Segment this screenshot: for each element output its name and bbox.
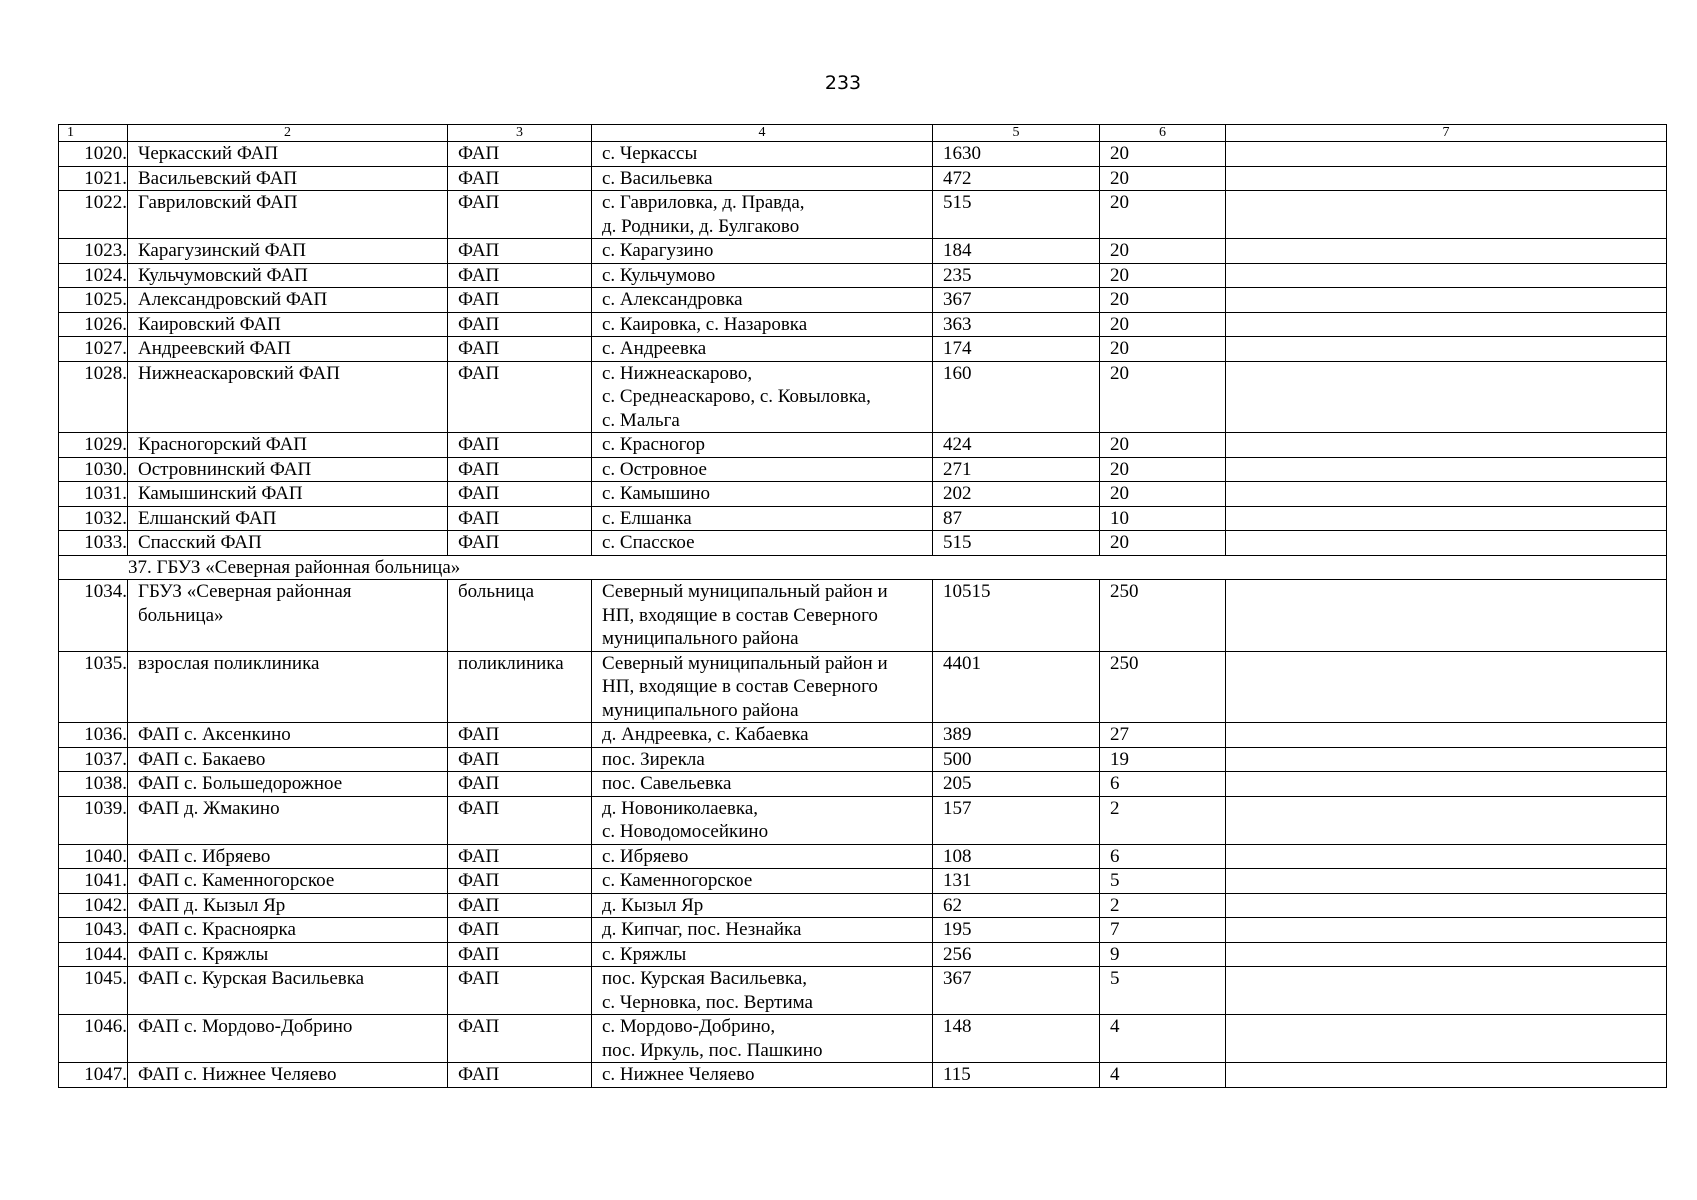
table-row <box>59 312 1667 337</box>
cell-type: ФАП <box>448 869 592 894</box>
cell-note <box>1226 844 1667 869</box>
cell-value: 20 <box>1100 263 1226 288</box>
table-row <box>59 869 1667 894</box>
cell-population: 500 <box>933 747 1100 772</box>
cell-value: 4 <box>1100 1015 1226 1063</box>
table-row <box>59 288 1667 313</box>
cell-note <box>1226 337 1667 362</box>
table-row <box>59 580 1667 652</box>
cell-name: Васильевский ФАП <box>128 166 448 191</box>
cell-number: 1028. <box>59 361 128 433</box>
cell-number: 1043. <box>59 918 128 943</box>
cell-value: 20 <box>1100 312 1226 337</box>
table-row <box>59 1063 1667 1088</box>
table-row <box>59 918 1667 943</box>
table-row <box>59 531 1667 556</box>
cell-service-area: с. Черкассы <box>592 142 933 167</box>
cell-number: 1036. <box>59 723 128 748</box>
cell-service-area: с. Александровка <box>592 288 933 313</box>
cell-type: ФАП <box>448 288 592 313</box>
cell-type: ФАП <box>448 772 592 797</box>
cell-service-area: д. Кызыл Яр <box>592 893 933 918</box>
cell-name: ФАП с. Большедорожное <box>128 772 448 797</box>
section-title: 37. ГБУЗ «Северная районная больница» <box>59 555 1667 580</box>
cell-service-area: с. Андреевка <box>592 337 933 362</box>
cell-population: 472 <box>933 166 1100 191</box>
cell-type: ФАП <box>448 482 592 507</box>
page-number: 233 <box>824 72 862 94</box>
cell-note <box>1226 312 1667 337</box>
cell-service-area: Северный муниципальный район и НП, входящие в состав Северного муниципального района <box>592 651 933 723</box>
cell-number: 1045. <box>59 967 128 1015</box>
column-header: 7 <box>1226 125 1667 142</box>
cell-value: 27 <box>1100 723 1226 748</box>
cell-service-area: с. Каировка, с. Назаровка <box>592 312 933 337</box>
cell-number: 1032. <box>59 506 128 531</box>
cell-service-area: с. Каменногорское <box>592 869 933 894</box>
cell-population: 202 <box>933 482 1100 507</box>
cell-name: ФАП с. Ибряево <box>128 844 448 869</box>
cell-value: 20 <box>1100 337 1226 362</box>
column-header: 1 <box>59 125 128 142</box>
cell-type: ФАП <box>448 263 592 288</box>
table-row <box>59 844 1667 869</box>
cell-population: 424 <box>933 433 1100 458</box>
cell-service-area: д. Кипчаг, пос. Незнайка <box>592 918 933 943</box>
cell-population: 148 <box>933 1015 1100 1063</box>
cell-name: ФАП с. Мордово-Добрино <box>128 1015 448 1063</box>
cell-type: ФАП <box>448 1015 592 1063</box>
cell-note <box>1226 361 1667 433</box>
table-row <box>59 433 1667 458</box>
cell-number: 1020. <box>59 142 128 167</box>
cell-population: 271 <box>933 457 1100 482</box>
cell-value: 20 <box>1100 191 1226 239</box>
cell-population: 235 <box>933 263 1100 288</box>
cell-population: 62 <box>933 893 1100 918</box>
cell-number: 1022. <box>59 191 128 239</box>
table-row <box>59 191 1667 239</box>
cell-number: 1039. <box>59 796 128 844</box>
cell-type: ФАП <box>448 918 592 943</box>
column-header: 6 <box>1100 125 1226 142</box>
cell-note <box>1226 482 1667 507</box>
table-row <box>59 1015 1667 1063</box>
cell-service-area: д. Новониколаевка, с. Новодомосейкино <box>592 796 933 844</box>
cell-note <box>1226 967 1667 1015</box>
cell-service-area: пос. Зирекла <box>592 747 933 772</box>
cell-population: 160 <box>933 361 1100 433</box>
cell-type: ФАП <box>448 191 592 239</box>
cell-number: 1035. <box>59 651 128 723</box>
cell-number: 1025. <box>59 288 128 313</box>
cell-note <box>1226 580 1667 652</box>
cell-number: 1030. <box>59 457 128 482</box>
cell-population: 108 <box>933 844 1100 869</box>
cell-value: 20 <box>1100 142 1226 167</box>
table-row <box>59 166 1667 191</box>
table-row <box>59 796 1667 844</box>
cell-type: ФАП <box>448 723 592 748</box>
cell-note <box>1226 239 1667 264</box>
facilities-table <box>58 124 1667 1088</box>
cell-name: ФАП с. Красноярка <box>128 918 448 943</box>
cell-population: 115 <box>933 1063 1100 1088</box>
cell-name: Елшанский ФАП <box>128 506 448 531</box>
table-row <box>59 239 1667 264</box>
cell-note <box>1226 531 1667 556</box>
cell-population: 205 <box>933 772 1100 797</box>
cell-type: ФАП <box>448 531 592 556</box>
cell-name: Спасский ФАП <box>128 531 448 556</box>
cell-note <box>1226 506 1667 531</box>
cell-number: 1044. <box>59 942 128 967</box>
cell-type: ФАП <box>448 337 592 362</box>
cell-service-area: с. Спасское <box>592 531 933 556</box>
cell-value: 20 <box>1100 288 1226 313</box>
cell-name: ФАП с. Нижнее Челяево <box>128 1063 448 1088</box>
column-header: 5 <box>933 125 1100 142</box>
cell-value: 9 <box>1100 942 1226 967</box>
cell-number: 1041. <box>59 869 128 894</box>
cell-name: Кульчумовский ФАП <box>128 263 448 288</box>
cell-name: Черкасский ФАП <box>128 142 448 167</box>
cell-population: 367 <box>933 967 1100 1015</box>
cell-name: ГБУЗ «Северная районная больница» <box>128 580 448 652</box>
cell-number: 1033. <box>59 531 128 556</box>
cell-name: ФАП с. Аксенкино <box>128 723 448 748</box>
cell-service-area: с. Камышино <box>592 482 933 507</box>
cell-number: 1024. <box>59 263 128 288</box>
cell-type: ФАП <box>448 893 592 918</box>
cell-value: 20 <box>1100 166 1226 191</box>
cell-type: ФАП <box>448 433 592 458</box>
cell-service-area: с. Васильевка <box>592 166 933 191</box>
table-row <box>59 747 1667 772</box>
table-row <box>59 263 1667 288</box>
cell-name: ФАП с. Курская Васильевка <box>128 967 448 1015</box>
cell-number: 1031. <box>59 482 128 507</box>
cell-population: 256 <box>933 942 1100 967</box>
cell-note <box>1226 433 1667 458</box>
table-row <box>59 651 1667 723</box>
cell-value: 6 <box>1100 844 1226 869</box>
cell-number: 1026. <box>59 312 128 337</box>
cell-name: ФАП д. Жмакино <box>128 796 448 844</box>
cell-population: 157 <box>933 796 1100 844</box>
cell-name: Гавриловский ФАП <box>128 191 448 239</box>
cell-type: ФАП <box>448 1063 592 1088</box>
cell-number: 1027. <box>59 337 128 362</box>
cell-service-area: Северный муниципальный район и НП, входящие в состав Северного муниципального района <box>592 580 933 652</box>
cell-name: Каировский ФАП <box>128 312 448 337</box>
cell-type: ФАП <box>448 967 592 1015</box>
cell-type: ФАП <box>448 142 592 167</box>
cell-number: 1042. <box>59 893 128 918</box>
cell-type: ФАП <box>448 844 592 869</box>
cell-type: больница <box>448 580 592 652</box>
table-row <box>59 457 1667 482</box>
cell-service-area: с. Красногор <box>592 433 933 458</box>
cell-type: ФАП <box>448 796 592 844</box>
cell-number: 1021. <box>59 166 128 191</box>
cell-note <box>1226 1063 1667 1088</box>
cell-value: 5 <box>1100 869 1226 894</box>
cell-population: 389 <box>933 723 1100 748</box>
cell-number: 1038. <box>59 772 128 797</box>
table-row <box>59 772 1667 797</box>
table-row <box>59 893 1667 918</box>
cell-name: Камышинский ФАП <box>128 482 448 507</box>
cell-population: 363 <box>933 312 1100 337</box>
table-row <box>59 506 1667 531</box>
table-row <box>59 967 1667 1015</box>
cell-population: 195 <box>933 918 1100 943</box>
cell-value: 2 <box>1100 796 1226 844</box>
column-numbers-row <box>59 125 1667 142</box>
cell-type: ФАП <box>448 312 592 337</box>
cell-type: ФАП <box>448 239 592 264</box>
cell-note <box>1226 651 1667 723</box>
cell-service-area: пос. Савельевка <box>592 772 933 797</box>
cell-value: 19 <box>1100 747 1226 772</box>
cell-name: Андреевский ФАП <box>128 337 448 362</box>
column-header: 2 <box>128 125 448 142</box>
cell-type: ФАП <box>448 166 592 191</box>
cell-note <box>1226 869 1667 894</box>
cell-service-area: с. Гавриловка, д. Правда, д. Родники, д. Булгаково <box>592 191 933 239</box>
cell-value: 4 <box>1100 1063 1226 1088</box>
table-row <box>59 337 1667 362</box>
cell-service-area: д. Андреевка, с. Кабаевка <box>592 723 933 748</box>
cell-value: 2 <box>1100 893 1226 918</box>
cell-number: 1029. <box>59 433 128 458</box>
cell-value: 6 <box>1100 772 1226 797</box>
column-header: 3 <box>448 125 592 142</box>
cell-type: ФАП <box>448 747 592 772</box>
cell-name: Александровский ФАП <box>128 288 448 313</box>
cell-number: 1047. <box>59 1063 128 1088</box>
cell-note <box>1226 457 1667 482</box>
cell-service-area: с. Нижнее Челяево <box>592 1063 933 1088</box>
cell-note <box>1226 166 1667 191</box>
cell-value: 20 <box>1100 457 1226 482</box>
cell-number: 1023. <box>59 239 128 264</box>
cell-type: ФАП <box>448 361 592 433</box>
cell-value: 20 <box>1100 531 1226 556</box>
cell-population: 4401 <box>933 651 1100 723</box>
cell-value: 7 <box>1100 918 1226 943</box>
cell-name: ФАП с. Каменногорское <box>128 869 448 894</box>
cell-population: 1630 <box>933 142 1100 167</box>
table-row <box>59 482 1667 507</box>
cell-service-area: пос. Курская Васильевка, с. Черновка, пос. Вертима <box>592 967 933 1015</box>
cell-value: 20 <box>1100 482 1226 507</box>
cell-note <box>1226 796 1667 844</box>
table-row <box>59 142 1667 167</box>
cell-population: 174 <box>933 337 1100 362</box>
table-row <box>59 723 1667 748</box>
cell-name: взрослая поликлиника <box>128 651 448 723</box>
cell-note <box>1226 893 1667 918</box>
cell-note <box>1226 772 1667 797</box>
cell-name: Красногорский ФАП <box>128 433 448 458</box>
cell-value: 20 <box>1100 361 1226 433</box>
cell-number: 1040. <box>59 844 128 869</box>
cell-value: 20 <box>1100 239 1226 264</box>
cell-name: Островнинский ФАП <box>128 457 448 482</box>
section-row <box>59 555 1667 580</box>
cell-name: Карагузинский ФАП <box>128 239 448 264</box>
cell-service-area: с. Островное <box>592 457 933 482</box>
cell-population: 367 <box>933 288 1100 313</box>
cell-service-area: с. Карагузино <box>592 239 933 264</box>
cell-service-area: с. Кряжлы <box>592 942 933 967</box>
cell-service-area: с. Кульчумово <box>592 263 933 288</box>
cell-name: Нижнеаскаровский ФАП <box>128 361 448 433</box>
cell-name: ФАП с. Кряжлы <box>128 942 448 967</box>
table-row <box>59 942 1667 967</box>
cell-population: 87 <box>933 506 1100 531</box>
cell-service-area: с. Елшанка <box>592 506 933 531</box>
table-header <box>59 125 1667 142</box>
cell-note <box>1226 747 1667 772</box>
cell-note <box>1226 942 1667 967</box>
cell-service-area: с. Ибряево <box>592 844 933 869</box>
cell-note <box>1226 263 1667 288</box>
cell-service-area: с. Мордово-Добрино, пос. Иркуль, пос. Пашкино <box>592 1015 933 1063</box>
cell-note <box>1226 723 1667 748</box>
cell-note <box>1226 288 1667 313</box>
table-body <box>59 142 1667 1088</box>
cell-population: 131 <box>933 869 1100 894</box>
cell-note <box>1226 142 1667 167</box>
cell-type: поликлиника <box>448 651 592 723</box>
cell-population: 515 <box>933 191 1100 239</box>
cell-population: 184 <box>933 239 1100 264</box>
cell-population: 10515 <box>933 580 1100 652</box>
cell-type: ФАП <box>448 506 592 531</box>
cell-value: 10 <box>1100 506 1226 531</box>
table-row <box>59 361 1667 433</box>
cell-service-area: с. Нижнеаскарово, с. Среднеаскарово, с. Ковыловка, с. Мальга <box>592 361 933 433</box>
cell-type: ФАП <box>448 942 592 967</box>
cell-number: 1046. <box>59 1015 128 1063</box>
cell-name: ФАП с. Бакаево <box>128 747 448 772</box>
cell-value: 5 <box>1100 967 1226 1015</box>
column-header: 4 <box>592 125 933 142</box>
cell-value: 250 <box>1100 580 1226 652</box>
cell-note <box>1226 1015 1667 1063</box>
cell-population: 515 <box>933 531 1100 556</box>
cell-number: 1037. <box>59 747 128 772</box>
cell-name: ФАП д. Кызыл Яр <box>128 893 448 918</box>
cell-note <box>1226 918 1667 943</box>
cell-value: 20 <box>1100 433 1226 458</box>
cell-value: 250 <box>1100 651 1226 723</box>
cell-number: 1034. <box>59 580 128 652</box>
cell-note <box>1226 191 1667 239</box>
cell-type: ФАП <box>448 457 592 482</box>
